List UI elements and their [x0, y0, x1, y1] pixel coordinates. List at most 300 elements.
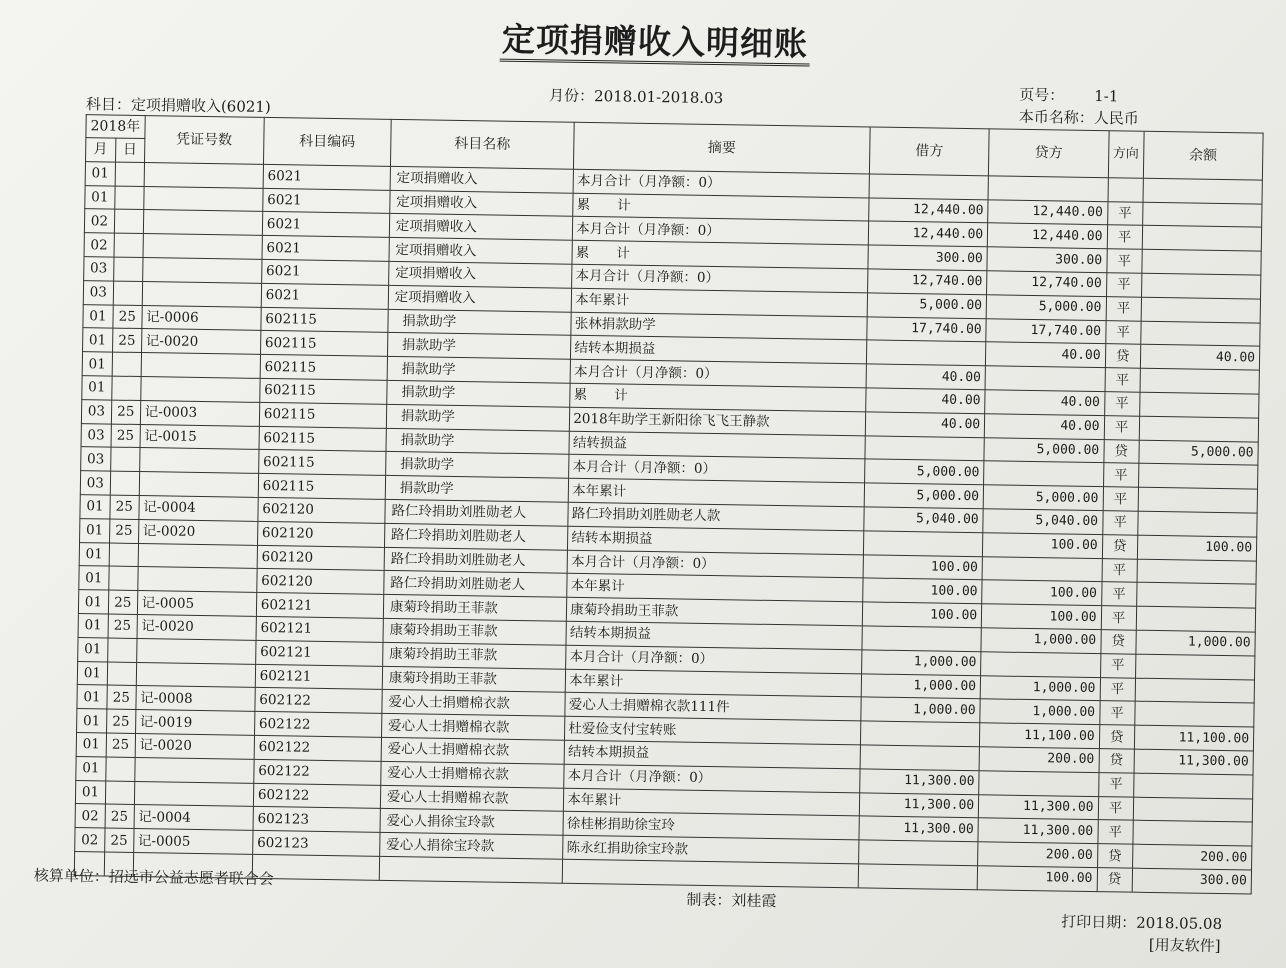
page-number: 页号： 1-1 — [1019, 85, 1119, 106]
name-cell: 康菊玲捐助王菲款 — [383, 618, 567, 645]
voucher-cell: 记-0006 — [142, 305, 262, 331]
voucher-cell — [144, 162, 264, 188]
name-cell: 爱心人士捐赠棉衣款 — [380, 785, 564, 812]
credit-cell: 17,740.00 — [986, 318, 1106, 344]
name-cell: 捐款助学 — [385, 452, 569, 479]
header-balance: 余额 — [1143, 131, 1263, 180]
summary-cell: 徐桂彬捐助徐宝玲 — [563, 812, 859, 840]
direction-cell: 平 — [1107, 225, 1142, 249]
code-cell: 602120 — [257, 569, 384, 595]
summary-cell: 本月合计（月净额：0） — [573, 217, 869, 245]
summary-cell — [562, 859, 858, 887]
balance-cell — [1141, 297, 1261, 323]
name-cell: 捐款助学 — [388, 309, 572, 336]
header-day: 日 — [115, 138, 144, 162]
balance-cell — [1142, 202, 1262, 228]
voucher-cell — [134, 781, 254, 807]
day-cell: 25 — [109, 519, 138, 543]
voucher-cell: 记-0005 — [137, 591, 257, 617]
period-label: 月份：2018.01-2018.03 — [548, 86, 724, 108]
balance-cell — [1136, 583, 1256, 609]
month-cell: 01 — [76, 732, 106, 756]
subject-label: 科目：定项捐赠收入(6021) — [85, 95, 271, 117]
balance-cell — [1132, 820, 1252, 846]
name-cell: 捐款助学 — [386, 428, 570, 455]
debit-cell: 5,000.00 — [864, 459, 984, 485]
credit-cell: 5,000.00 — [986, 295, 1106, 321]
header-name: 科目名称 — [390, 119, 574, 169]
name-cell: 定项捐赠收入 — [389, 238, 573, 265]
code-cell: 602115 — [259, 426, 386, 452]
direction-cell: 贷 — [1103, 439, 1138, 463]
direction-cell: 平 — [1097, 820, 1132, 844]
voucher-cell — [143, 210, 263, 236]
summary-cell: 本月合计（月净额：0） — [567, 550, 863, 578]
day-cell — [112, 376, 141, 400]
day-cell — [113, 281, 142, 305]
debit-cell — [858, 840, 978, 866]
voucher-cell — [142, 258, 262, 284]
summary-cell: 杜爱俭支付宝转账 — [565, 716, 861, 744]
credit-cell: 11,300.00 — [978, 818, 1098, 844]
code-cell: 602120 — [257, 521, 384, 547]
summary-cell: 本年累计 — [568, 478, 864, 506]
month-cell: 01 — [79, 566, 109, 590]
summary-cell: 本年累计 — [564, 788, 860, 816]
month-cell: 01 — [80, 495, 110, 519]
page-title: 定项捐赠收入明细账 — [45, 6, 1266, 72]
voucher-cell: 记-0003 — [140, 400, 260, 426]
day-cell — [107, 638, 136, 662]
direction-cell: 贷 — [1097, 844, 1132, 868]
code-cell: 602121 — [255, 640, 382, 666]
code-cell: 602122 — [253, 783, 380, 809]
summary-cell: 康菊玲捐助王菲款 — [567, 597, 863, 625]
credit-cell: 12,440.00 — [987, 223, 1107, 249]
balance-cell — [1140, 368, 1260, 394]
name-cell: 定项捐赠收入 — [390, 190, 574, 217]
day-cell — [115, 162, 144, 186]
code-cell: 602121 — [256, 616, 383, 642]
direction-cell: 平 — [1098, 772, 1133, 796]
summary-cell: 陈永红捐助徐宝玲款 — [563, 835, 859, 863]
voucher-cell: 记-0019 — [135, 710, 255, 736]
voucher-cell — [139, 448, 259, 474]
direction-cell: 平 — [1102, 511, 1137, 535]
summary-cell: 本月合计（月净额：0） — [572, 264, 868, 292]
credit-cell: 5,000.00 — [984, 437, 1104, 463]
code-cell: 602121 — [255, 664, 382, 690]
voucher-cell — [137, 567, 257, 593]
currency-label: 本币名称：人民币 — [1018, 107, 1139, 128]
debit-cell — [869, 174, 989, 200]
balance-cell — [1143, 178, 1263, 204]
direction-cell: 贷 — [1105, 344, 1140, 368]
voucher-cell: 记-0020 — [135, 733, 255, 759]
credit-cell: 11,100.00 — [980, 723, 1100, 749]
credit-cell: 11,300.00 — [978, 794, 1098, 820]
debit-cell: 11,300.00 — [859, 792, 979, 818]
summary-cell: 2018年助学王新阳徐飞飞王静款 — [570, 407, 866, 435]
month-cell: 01 — [85, 185, 115, 209]
debit-cell — [860, 721, 980, 747]
name-cell: 爱心人士捐赠棉衣款 — [381, 761, 565, 788]
summary-cell: 本月合计（月净额：0） — [569, 455, 865, 483]
name-cell: 爱心人捐徐宝玲款 — [380, 809, 564, 836]
month-cell: 01 — [85, 161, 115, 185]
debit-cell — [865, 435, 985, 461]
name-cell: 定项捐赠收入 — [389, 214, 573, 241]
summary-cell: 结转本期损益 — [568, 526, 864, 554]
name-cell: 爱心人士捐赠棉衣款 — [382, 690, 566, 717]
day-cell: 25 — [113, 305, 142, 329]
code-cell: 602120 — [257, 545, 384, 571]
code-cell: 602121 — [256, 593, 383, 619]
day-cell: 25 — [111, 424, 140, 448]
day-cell — [107, 662, 136, 686]
credit-cell: 100.00 — [982, 580, 1102, 606]
credit-cell: 40.00 — [984, 414, 1104, 440]
direction-cell: 贷 — [1099, 749, 1134, 773]
balance-cell — [1139, 392, 1259, 418]
credit-cell: 5,040.00 — [983, 509, 1103, 535]
day-cell: 25 — [105, 804, 134, 828]
month-cell: 02 — [84, 209, 114, 233]
code-cell: 6021 — [262, 236, 389, 262]
debit-cell: 100.00 — [862, 602, 982, 628]
summary-cell: 本月合计（月净额：0） — [566, 645, 862, 673]
direction-cell: 平 — [1101, 582, 1136, 606]
page-number-value: 1-1 — [1094, 86, 1119, 106]
balance-cell — [1139, 416, 1259, 442]
code-cell: 602123 — [252, 830, 379, 856]
direction-cell: 平 — [1106, 296, 1141, 320]
balance-cell — [1136, 606, 1256, 632]
direction-cell: 平 — [1105, 320, 1140, 344]
credit-cell: 300.00 — [987, 247, 1107, 273]
credit-cell: 1,000.00 — [980, 675, 1100, 701]
day-cell — [115, 186, 144, 210]
credit-cell — [979, 770, 1099, 796]
direction-cell: 平 — [1103, 463, 1138, 487]
voucher-cell: 记-0020 — [137, 614, 257, 640]
credit-cell: 100.00 — [977, 866, 1097, 892]
header-summary: 摘要 — [574, 122, 870, 173]
print-date: 打印日期：2018.05.08 — [1061, 912, 1223, 934]
header-year: 2018年 — [86, 115, 145, 139]
name-cell: 定项捐赠收入 — [388, 285, 572, 312]
code-cell: 6021 — [262, 212, 389, 238]
name-cell: 路仁玲捐助刘胜勋老人 — [385, 499, 569, 526]
direction-cell: 平 — [1106, 273, 1141, 297]
day-cell: 25 — [104, 828, 133, 852]
month-cell: 01 — [83, 304, 113, 328]
month-cell: 01 — [79, 542, 109, 566]
voucher-cell: 记-0020 — [141, 329, 261, 355]
code-cell: 602115 — [258, 474, 385, 500]
balance-cell: 11,100.00 — [1134, 725, 1254, 751]
day-cell: 25 — [110, 495, 139, 519]
debit-cell: 100.00 — [863, 554, 983, 580]
credit-cell — [981, 651, 1101, 677]
direction-cell: 平 — [1107, 201, 1142, 225]
code-cell: 602122 — [254, 735, 381, 761]
code-cell: 6021 — [263, 188, 390, 214]
ledger-body — [74, 161, 1262, 893]
month-cell: 01 — [77, 709, 107, 733]
direction-cell: 平 — [1105, 368, 1140, 392]
month-cell: 03 — [81, 423, 111, 447]
credit-cell: 200.00 — [979, 747, 1099, 773]
day-cell — [114, 233, 143, 257]
summary-cell: 结转本期损益 — [571, 336, 867, 364]
month-cell: 02 — [75, 804, 105, 828]
balance-cell — [1137, 559, 1257, 585]
debit-cell: 1,000.00 — [861, 673, 981, 699]
month-cell: 03 — [83, 280, 113, 304]
credit-cell: 100.00 — [983, 533, 1103, 559]
balance-cell — [1134, 702, 1254, 728]
direction-cell: 平 — [1104, 415, 1139, 439]
name-cell: 爱心人捐徐宝玲款 — [379, 832, 563, 859]
code-cell: 602115 — [258, 450, 385, 476]
day-cell — [109, 543, 138, 567]
name-cell: 康菊玲捐助王菲款 — [382, 666, 566, 693]
balance-cell — [1142, 226, 1262, 252]
month-cell: 02 — [84, 233, 114, 257]
summary-cell: 结转本期损益 — [564, 740, 860, 768]
name-cell: 康菊玲捐助王菲款 — [382, 642, 566, 669]
debit-cell: 17,740.00 — [867, 316, 987, 342]
balance-cell — [1137, 511, 1257, 537]
credit-cell: 40.00 — [985, 390, 1105, 416]
credit-cell: 200.00 — [978, 842, 1098, 868]
month-cell: 01 — [78, 614, 108, 638]
balance-cell: 5,000.00 — [1138, 440, 1258, 466]
credit-cell: 100.00 — [981, 604, 1101, 630]
day-cell — [110, 471, 139, 495]
code-cell: 602122 — [254, 711, 381, 737]
day-cell: 25 — [112, 328, 141, 352]
summary-cell: 本月合计（月净额：0） — [564, 764, 860, 792]
voucher-cell — [143, 234, 263, 260]
direction-cell: 平 — [1103, 487, 1138, 511]
direction-cell: 平 — [1102, 558, 1137, 582]
name-cell: 路仁玲捐助刘胜勋老人 — [384, 547, 568, 574]
summary-cell: 张林捐款助学 — [571, 312, 867, 340]
direction-cell: 贷 — [1099, 725, 1134, 749]
code-cell: 602115 — [259, 402, 386, 428]
accounting-unit: 核算单位：招远市公益志愿者联合会 — [33, 866, 274, 889]
day-cell — [112, 352, 141, 376]
day-cell: 25 — [111, 400, 140, 424]
debit-cell: 12,740.00 — [867, 269, 987, 295]
balance-cell — [1141, 273, 1261, 299]
balance-cell — [1135, 678, 1255, 704]
voucher-cell: 记-0005 — [133, 829, 253, 855]
summary-cell: 本月合计（月净额：0） — [573, 169, 869, 197]
credit-cell: 12,740.00 — [987, 271, 1107, 297]
month-cell: 01 — [78, 637, 108, 661]
voucher-cell: 记-0020 — [138, 519, 258, 545]
debit-cell — [860, 745, 980, 771]
balance-cell — [1135, 654, 1255, 680]
name-cell: 路仁玲捐助刘胜勋老人 — [384, 571, 568, 598]
summary-cell: 累 计 — [573, 193, 869, 221]
code-cell: 602115 — [261, 307, 388, 333]
code-cell: 602115 — [260, 331, 387, 357]
direction-cell: 平 — [1104, 392, 1139, 416]
day-cell — [114, 209, 143, 233]
debit-cell: 5,000.00 — [867, 293, 987, 319]
credit-cell — [985, 366, 1105, 392]
day-cell: 25 — [108, 590, 137, 614]
header-debit: 借方 — [869, 127, 989, 176]
month-cell: 01 — [82, 352, 112, 376]
voucher-cell: 记-0004 — [139, 495, 259, 521]
voucher-cell — [136, 638, 256, 664]
debit-cell — [866, 340, 986, 366]
ledger-sheet — [31, 0, 1266, 968]
debit-cell — [862, 626, 982, 652]
month-cell: 03 — [81, 447, 111, 471]
name-cell: 捐款助学 — [387, 357, 571, 384]
voucher-cell: 记-0008 — [136, 686, 256, 712]
code-cell: 602122 — [255, 688, 382, 714]
direction-cell: 贷 — [1102, 534, 1137, 558]
balance-cell — [1138, 464, 1258, 490]
balance-cell — [1140, 321, 1260, 347]
software-name: [用友软件] — [1148, 935, 1221, 956]
month-cell: 03 — [84, 257, 114, 281]
debit-cell: 40.00 — [865, 412, 985, 438]
day-cell: 25 — [106, 733, 135, 757]
summary-cell: 爱心人士捐赠棉衣款111件 — [565, 693, 861, 721]
debit-cell — [858, 864, 978, 890]
day-cell — [105, 781, 134, 805]
month-cell: 01 — [82, 376, 112, 400]
voucher-cell — [138, 543, 258, 569]
name-cell: 康菊玲捐助王菲款 — [383, 595, 567, 622]
header-voucher: 凭证号数 — [144, 116, 264, 165]
name-cell: 捐款助学 — [386, 404, 570, 431]
summary-cell: 本年累计 — [567, 574, 863, 602]
month-cell: 03 — [81, 399, 111, 423]
code-cell: 602115 — [260, 355, 387, 381]
name-cell: 定项捐赠收入 — [390, 166, 574, 193]
summary-cell: 累 计 — [572, 240, 868, 268]
prepared-by: 制表：刘桂霞 — [686, 890, 777, 911]
ledger-table — [74, 114, 1264, 894]
summary-cell: 本年累计 — [565, 669, 861, 697]
name-cell: 捐款助学 — [385, 476, 569, 503]
day-cell — [110, 447, 139, 471]
month-cell: 01 — [75, 780, 105, 804]
debit-cell: 40.00 — [865, 388, 985, 414]
code-cell: 602123 — [253, 807, 380, 833]
code-cell: 602120 — [258, 497, 385, 523]
name-cell: 爱心人士捐赠棉衣款 — [381, 713, 565, 740]
voucher-cell — [134, 757, 254, 783]
day-cell — [113, 257, 142, 281]
summary-cell: 结转损益 — [569, 431, 865, 459]
month-cell: 01 — [78, 590, 108, 614]
debit-cell: 100.00 — [863, 578, 983, 604]
credit-cell — [988, 176, 1108, 202]
debit-cell: 12,440.00 — [868, 221, 988, 247]
debit-cell: 1,000.00 — [861, 697, 981, 723]
month-cell: 01 — [76, 756, 106, 780]
day-cell: 25 — [108, 614, 137, 638]
month-cell: 01 — [83, 328, 113, 352]
code-cell: 602122 — [254, 759, 381, 785]
debit-cell: 11,300.00 — [860, 769, 980, 795]
credit-cell: 12,440.00 — [988, 199, 1108, 225]
header-month: 月 — [86, 138, 116, 162]
balance-cell: 200.00 — [1132, 844, 1252, 870]
code-cell: 6021 — [261, 283, 388, 309]
name-cell: 爱心人士捐赠棉衣款 — [381, 737, 565, 764]
name-cell: 路仁玲捐助刘胜勋老人 — [384, 523, 568, 550]
voucher-cell: 记-0015 — [140, 424, 260, 450]
balance-cell — [1141, 249, 1261, 275]
credit-cell: 1,000.00 — [980, 699, 1100, 725]
voucher-cell — [139, 472, 259, 498]
voucher-cell — [143, 186, 263, 212]
day-cell — [109, 566, 138, 590]
name-cell: 定项捐赠收入 — [388, 261, 572, 288]
voucher-cell: 记-0004 — [134, 805, 254, 831]
summary-cell: 累 计 — [570, 383, 866, 411]
credit-cell: 1,000.00 — [981, 628, 1101, 654]
balance-cell: 100.00 — [1137, 535, 1257, 561]
direction-cell — [1108, 177, 1143, 201]
day-cell — [106, 757, 135, 781]
name-cell: 捐款助学 — [387, 380, 571, 407]
balance-cell — [1138, 487, 1258, 513]
balance-cell — [1133, 773, 1253, 799]
voucher-cell — [142, 281, 262, 307]
name-cell — [379, 856, 563, 883]
credit-cell: 5,000.00 — [983, 485, 1103, 511]
credit-cell — [984, 461, 1104, 487]
debit-cell: 5,040.00 — [864, 507, 984, 533]
name-cell: 捐款助学 — [387, 333, 571, 360]
direction-cell: 贷 — [1097, 868, 1132, 892]
header-code: 科目编码 — [263, 117, 391, 166]
header-credit: 贷方 — [989, 129, 1109, 178]
summary-cell: 本月合计（月净额：0） — [570, 359, 866, 387]
debit-cell: 40.00 — [866, 364, 986, 390]
voucher-cell — [136, 662, 256, 688]
direction-cell: 平 — [1101, 606, 1136, 630]
direction-cell: 平 — [1106, 249, 1141, 273]
debit-cell: 11,300.00 — [859, 816, 979, 842]
day-cell: 25 — [107, 685, 136, 709]
debit-cell: 1,000.00 — [861, 650, 981, 676]
summary-cell: 结转本期损益 — [566, 621, 862, 649]
direction-cell: 贷 — [1100, 630, 1135, 654]
summary-cell: 本年累计 — [571, 288, 867, 316]
credit-cell: 40.00 — [986, 342, 1106, 368]
balance-cell — [1133, 797, 1253, 823]
balance-cell: 40.00 — [1140, 345, 1260, 371]
direction-cell: 平 — [1100, 653, 1135, 677]
debit-cell: 12,440.00 — [868, 198, 988, 224]
month-cell: 02 — [75, 828, 105, 852]
balance-cell: 11,300.00 — [1134, 749, 1254, 775]
header-direction: 方向 — [1108, 131, 1144, 178]
